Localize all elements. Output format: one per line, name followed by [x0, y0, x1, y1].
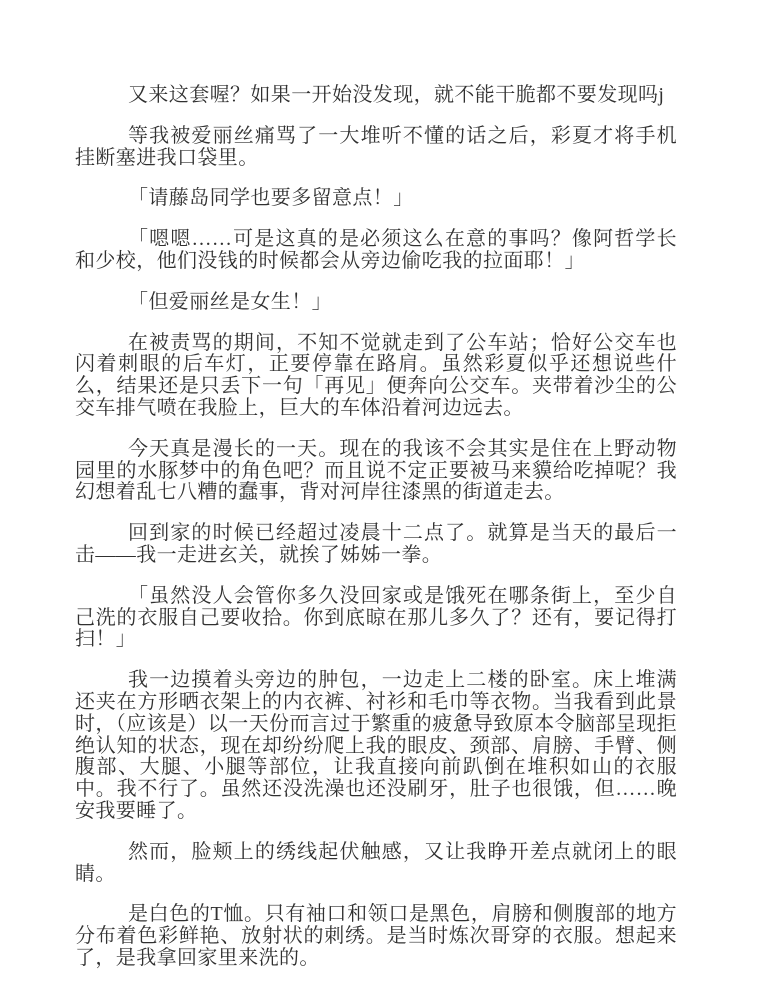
paragraph-dialogue: 「但爱丽丝是女生！」 [128, 290, 332, 313]
paragraph-narration: 回到家的时候已经超过凌晨十二点了。就算是当天的最后一击——我一走进玄关，就挨了姊姊一拳。 [75, 522, 677, 566]
paragraph-narration: 是白色的T恤。只有袖口和领口是黑色，肩膀和侧腹部的地方分布着色彩鲜艳、放射状的刺绣。是当时炼次哥穿的衣服。想起来了，是我拿回家里来洗的。 [75, 903, 677, 969]
paragraph-narration: 我一边摸着头旁边的肿包，一边走上二楼的卧室。床上堆满还夹在方形晒衣架上的内衣裤、衬衫和毛巾等衣物。当我看到此景时，（应该是）以一天份而言过于繁重的疲惫导致原本令脑部呈现拒绝认知的状态，现在却纷纷爬上我的眼皮、颈部、肩膀、手臂、侧腹部、大腿、小腿等部位，让我直接向前趴倒在堆积如山的衣服中。我不行了。虽然还没洗澡也还没刷牙，肚子也很饿，但……晚安我要睡了。 [75, 669, 677, 822]
paragraph-narration: 又来这套喔？如果一开始没发现，就不能干脆都不要发现吗j [128, 84, 665, 106]
paragraph-dialogue: 「虽然没人会管你多久没回家或是饿死在哪条街上，至少自己洗的衣服自己要收拾。你到底晾在那儿多久了？还有，要记得打扫！」 [75, 584, 677, 651]
paragraph-narration: 等我被爱丽丝痛骂了一大堆听不懂的话之后，彩夏才将手机挂断塞进我口袋里。 [75, 124, 677, 169]
paragraph-narration: 在被责骂的期间，不知不觉就走到了公车站；恰好公交车也闪着刺眼的后车灯，正要停靠在路肩。虽然彩夏似乎还想说些什么，结果还是只丢下一句「再见」便奔向公交车。夹带着沙尘的公交车排气喷在我脸上，巨大的车体沿着河边远去。 [75, 331, 677, 419]
paragraph-dialogue: 「请藤岛同学也要多留意点！」 [128, 187, 414, 210]
paragraph-narration: 今天真是漫长的一天。现在的我该不会其实是住在上野动物园里的水豚梦中的角色吧？而且说不定正要被马来貘给吃掉呢？我幻想着乱七八糟的蠢事，背对河岸往漆黑的街道走去。 [75, 437, 677, 504]
paragraph-dialogue: 「嗯嗯……可是这真的是必须这么在意的事吗？像阿哲学长和少校，他们没钱的时候都会从旁边偷吃我的拉面耶！」 [75, 228, 677, 272]
paragraph-narration: 然而，脸颊上的绣线起伏触感，又让我睁开差点就闭上的眼睛。 [75, 840, 677, 885]
